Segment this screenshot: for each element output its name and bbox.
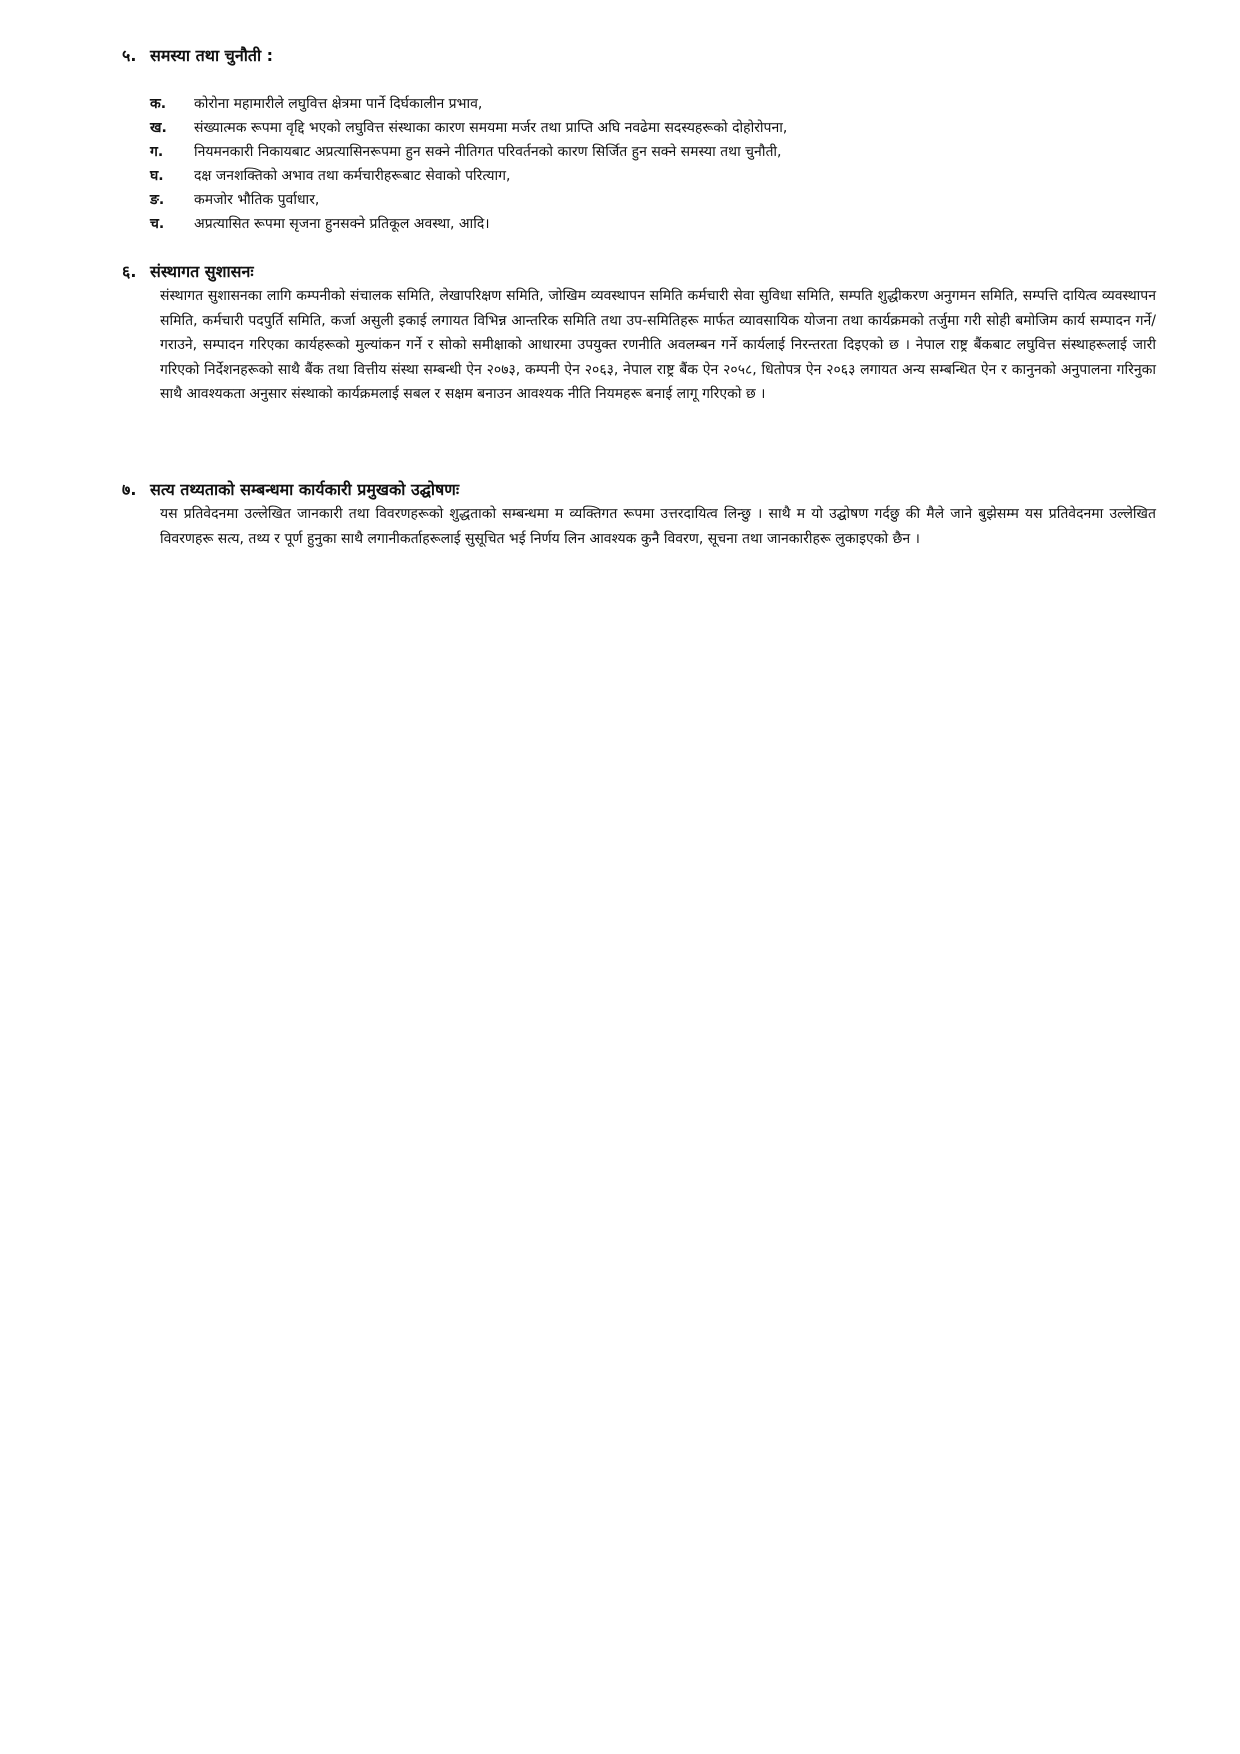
list-item — [122, 188, 1156, 212]
list-item — [122, 212, 1156, 236]
list-item — [122, 164, 1156, 188]
section-heading — [122, 478, 1156, 502]
section-number: ७. — [122, 480, 137, 499]
list-item-text: कमजोर भौतिक पुर्वाधार, — [194, 192, 320, 208]
section-institutional-governance — [122, 260, 1156, 407]
section-title: सत्य तथ्यताको सम्बन्धमा कार्यकारी प्रमुखको उद्घोषणः — [150, 480, 460, 499]
list-item-text: दक्ष जनशक्तिको अभाव तथा कर्मचारीहरूबाट सेवाको परित्याग, — [194, 168, 511, 184]
section-heading — [122, 44, 1156, 68]
challenge-list — [122, 92, 1156, 236]
section-paragraph: संस्थागत सुशासनका लागि कम्पनीको संचालक समिति, लेखापरिक्षण समिति, जोखिम व्यवस्थापन समिति कर्मचारी सेवा सुविधा समिति, सम्पति शुद्धीकरण अनुगमन समिति, सम्पत्ति दायित्व व्यवस्थापन समिति, कर्मचारी पदपुर्ति समिति, कर्जा असुली इकाई लगायत विभिन्न आन्तरिक समिति तथा उप-समितिहरू मार्फत व्यावसायिक योजना तथा कार्यक्रमको तर्जुमा गरी सोही बमोजिम कार्य सम्पादन गर्ने/गराउने, सम्पादन गरिएका कार्यहरूको मुल्यांकन गर्ने र सोको समीक्षाको आधारमा उपयुक्त रणनीति अवलम्बन गर्ने कार्यलाई निरन्तरता दिइएको छ । नेपाल राष्ट्र बैंकबाट लघुवित्त संस्थाहरूलाई जारी गरिएको निर्देशनहरूको साथै बैंक तथा वित्तीय संस्था सम्बन्धी ऐन २०७३, कम्पनी ऐन २०६३, नेपाल राष्ट्र बैंक ऐन २०५८, धितोपत्र ऐन २०६३ लगायत अन्य सम्बन्धित ऐन र कानुनको अनुपालना गरिनुका साथै आवश्यकता अनुसार संस्थाको कार्यक्रमलाई सबल र सक्षम बनाउन आवश्यक नीति नियमहरू बनाई लागू गरिएको छ । — [160, 288, 1156, 402]
list-item-text: नियमनकारी निकायबाट अप्रत्यासिनरूपमा हुन सक्ने नीतिगत परिवर्तनको कारण सिर्जित हुन सक्ने समस्या तथा चुनौती, — [194, 144, 782, 160]
section-ceo-declaration — [122, 478, 1156, 551]
list-item-marker: घ. — [150, 168, 164, 184]
list-item — [122, 140, 1156, 164]
list-item-text: कोरोना महामारीले लघुवित्त क्षेत्रमा पार्ने दिर्घकालीन प्रभाव, — [194, 96, 483, 112]
section-title: समस्या तथा चुनौती : — [150, 46, 274, 65]
list-item-marker: क. — [150, 96, 167, 112]
list-item-marker: च. — [150, 216, 165, 232]
list-item-marker: ङ. — [150, 192, 165, 208]
section-heading — [122, 260, 1156, 284]
list-item — [122, 92, 1156, 116]
list-item-text: संख्यात्मक रूपमा वृद्दि भएको लघुवित्त संस्थाका कारण समयमा मर्जर तथा प्राप्ति अघि नवढेमा सदस्यहरूको दोहोरोपना, — [194, 120, 788, 136]
list-item — [122, 116, 1156, 140]
section-title: संस्थागत सुशासनः — [150, 262, 254, 281]
list-item-text: अप्रत्यासित रूपमा सृजना हुनसक्ने प्रतिकूल अवस्था, आदि। — [194, 216, 490, 232]
section-number: ६. — [122, 262, 137, 281]
section-problems-challenges — [122, 44, 1156, 236]
list-item-marker: ग. — [150, 144, 164, 160]
section-paragraph: यस प्रतिवेदनमा उल्लेखित जानकारी तथा विवरणहरूको शुद्धताको सम्बन्धमा म व्यक्तिगत रूपमा उत्तरदायित्व लिन्छु । साथै म यो उद्घोषण गर्दछु की मैले जाने बुझेसम्म यस प्रतिवेदनमा उल्लेखित विवरणहरू सत्य, तथ्य र पूर्ण हुनुका साथै लगानीकर्ताहरूलाई सुसूचित भई निर्णय लिन आवश्यक कुनै विवरण, सूचना तथा जानकारीहरू लुकाइएको छैन । — [160, 506, 1156, 547]
list-item-marker: ख. — [150, 120, 167, 136]
section-number: ५. — [122, 46, 137, 65]
